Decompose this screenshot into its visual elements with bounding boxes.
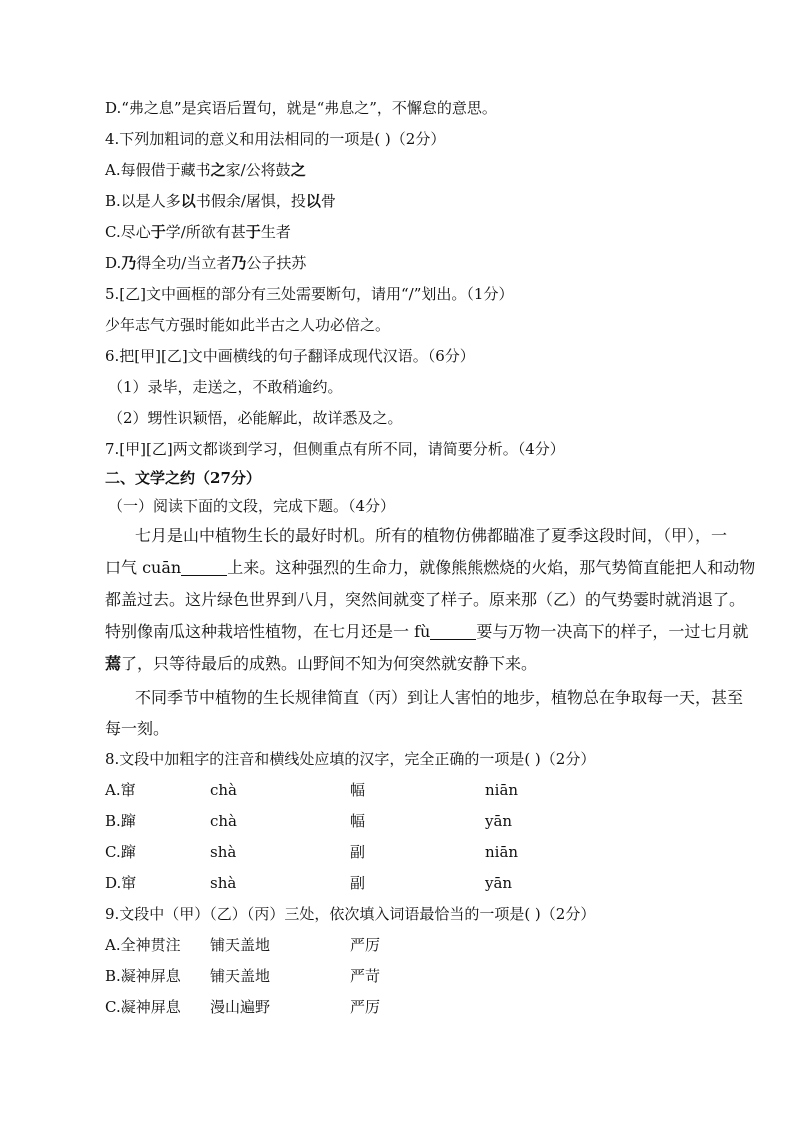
question-6: 6.把[甲][乙]文中画横线的句子翻译成现代汉语。（6分） [105,347,475,365]
q8c-pinyin: shà [210,843,237,861]
passage-bold-char: 蔫 [105,654,122,673]
q8d-reading: yān [485,874,513,892]
q9a-word-3: 严厉 [350,936,381,954]
q4a-bold-2: 之 [290,161,306,179]
q4c-bold-1: 于 [150,223,166,241]
q8b-label: B.蹿 [105,812,136,830]
passage-2-line-1: 不同季节中植物的生长规律简直（丙）到让人害怕的地步，植物总在争取每一天，甚至 [135,688,744,707]
q9b-label: B.凝神屏息 [105,967,181,985]
section-2-heading: 二、文学之约（27分） [105,469,261,487]
passage-line-2-pre: 口气 cuān [105,558,182,577]
q4b-text-post: 骨 [320,192,336,210]
q9b-word-3: 严苛 [350,967,381,985]
question-5-text: 少年志气方强时能如此半古之人功必倍之。 [105,316,391,334]
q4-option-c [105,222,745,242]
passage-line-3: 都盖过去。这片绿色世界到八月，突然间就变了样子。原来那（乙）的气势霎时就消退了。 [105,590,746,609]
q4d-text-post: 公子扶苏 [246,254,307,272]
q4-option-d [105,253,745,273]
question-6-item-1: （1）录毕，走送之，不敢稍逾约。 [108,378,343,396]
subsection-1-heading: （一）阅读下面的文段，完成下题。（4分） [108,497,396,515]
q4d-bold-2: 乃 [231,254,247,272]
q4d-bold-1: 乃 [121,254,137,272]
q8b-reading: yān [485,812,513,830]
q8b-pinyin: chà [210,812,238,830]
q8c-char: 副 [350,843,366,861]
q4b-bold-1: 以 [180,192,196,210]
option-d-statement: D.“弗之息”是宾语后置句，就是“弗息之”，不懈怠的意思。 [105,99,497,117]
q4d-text-mid: 得全功/当立者 [136,254,232,272]
question-4: 4.下列加粗词的意义和用法相同的一项是( )（2分） [105,130,446,148]
question-7: 7.[甲][乙]两文都谈到学习，但侧重点有所不同，请简要分析。（4分） [105,440,565,458]
passage-line-4 [105,622,749,642]
q9a-word-2: 铺天盖地 [210,936,271,954]
q9a-label: A.全神贯注 [105,936,181,954]
q8b-char: 幅 [350,812,366,830]
q8d-char: 副 [350,874,366,892]
question-9: 9.文段中（甲）（乙）（丙）三处，依次填入词语最恰当的一项是( )（2分） [105,905,596,923]
q9c-word-3: 严厉 [350,998,381,1016]
fill-blank-1 [181,560,227,576]
q4d-text-pre: D. [105,254,122,272]
q4c-text-post: 生者 [260,223,291,241]
q8a-label: A.窜 [105,781,136,799]
q4c-text-mid: 学/所欲有甚 [165,223,246,241]
q4c-text-pre: C.尽心 [105,223,151,241]
q4-option-a [105,160,745,180]
q4b-text-pre: B.以是人多 [105,192,181,210]
q4c-bold-2: 于 [245,223,261,241]
q9c-word-2: 漫山遍野 [210,998,271,1016]
q8a-pinyin: chà [210,781,238,799]
q4b-text-mid: 书假余/屠惧，投 [195,192,306,210]
passage-line-1: 七月是山中植物生长的最好时机。所有的植物仿佛都瞄准了夏季这段时间，（甲），一 [135,526,728,545]
q4a-text-mid: 家/公将鼓 [225,161,291,179]
passage-line-5 [105,654,745,674]
question-8: 8.文段中加粗字的注音和横线处应填的汉字，完全正确的一项是( )（2分） [105,750,596,768]
passage-line-2-post: 上来。这种强烈的生命力，就像熊熊燃烧的火焰，那气势简直能把人和动物 [227,558,756,577]
fill-blank-2 [430,624,476,640]
q9b-word-2: 铺天盖地 [210,967,271,985]
q4a-text-pre: A.每假借于藏书 [105,161,211,179]
q8a-reading: niān [485,781,519,799]
passage-line-5-post: 了，只等待最后的成熟。山野间不知为何突然就安静下来。 [121,654,538,673]
passage-2-line-2: 每一刻。 [105,719,170,738]
q8d-pinyin: shà [210,874,237,892]
q9c-label: C.凝神屏息 [105,998,181,1016]
passage-line-2 [105,558,756,578]
q4a-bold-1: 之 [210,161,226,179]
passage-line-4-pre: 特别像南瓜这种栽培性植物，在七月还是一 fù [105,622,431,641]
passage-line-4-post: 要与万物一决高下的样子，一过七月就 [476,622,749,641]
question-6-item-2: （2）甥性识颖悟，必能解此，故详悉及之。 [108,409,403,427]
q8d-label: D.窜 [105,874,137,892]
q8a-char: 幅 [350,781,366,799]
q8c-reading: niān [485,843,519,861]
q4b-bold-2: 以 [305,192,321,210]
q8c-label: C.蹿 [105,843,136,861]
question-5: 5.[乙]文中画框的部分有三处需要断句，请用“/”划出。（1分） [105,285,514,303]
q4-option-b [105,191,745,211]
